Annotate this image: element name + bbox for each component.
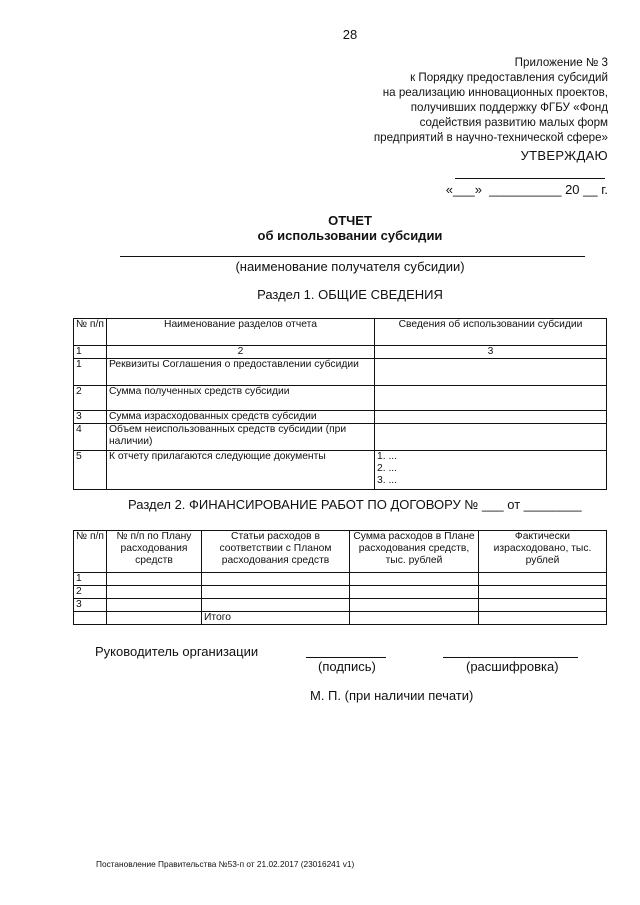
cell[interactable] — [479, 573, 607, 586]
cell[interactable] — [202, 573, 350, 586]
decryption-caption: (расшифровка) — [466, 659, 559, 674]
header-cell: Сведения об использовании субсидии — [375, 319, 607, 346]
row-number: 1 — [74, 359, 107, 386]
page-number: 28 — [342, 27, 358, 42]
table-row — [74, 451, 607, 490]
row-name: Объем неиспользованных средств субсидии (при наличии) — [107, 424, 375, 451]
table-row — [74, 424, 607, 451]
header-cell: Сумма расходов в Плане расходования средств, тыс. рублей — [350, 531, 479, 573]
cell[interactable] — [350, 612, 479, 625]
document-list-item: 1. ... — [377, 451, 398, 462]
header-cell: Статьи расходов в соответствии с Планом расходования средств — [202, 531, 350, 573]
attachment-header — [348, 55, 608, 145]
cell[interactable] — [350, 573, 479, 586]
row-info[interactable] — [375, 411, 607, 424]
report-title: ОТЧЕТ — [328, 213, 372, 228]
signature-caption: (подпись) — [318, 659, 376, 674]
table-row — [74, 599, 607, 612]
header-cell: № п/п — [74, 319, 107, 346]
row-info[interactable] — [375, 386, 607, 411]
decryption-line — [443, 657, 578, 658]
recipient-caption: (наименование получателя субсидии) — [235, 259, 465, 274]
row-number: 5 — [74, 451, 107, 490]
header-cell: Фактически израсходовано, тыс. рублей — [479, 531, 607, 573]
cell[interactable] — [479, 599, 607, 612]
total-label: Итого — [202, 612, 350, 625]
row-name: Сумма израсходованных средств субсидии — [107, 411, 375, 424]
row-name: К отчету прилагаются следующие документы — [107, 451, 375, 490]
table-numbering-row — [74, 346, 607, 359]
footer-note: Постановление Правительства №53-п от 21.02.2017 (23016241 v1) — [96, 859, 355, 869]
header-cell: № п/п по Плану расходования средств — [107, 531, 202, 573]
attachment-line: Приложение № 3 — [514, 56, 608, 69]
row-info[interactable] — [375, 424, 607, 451]
document-list-item: 2. ... — [377, 463, 398, 474]
row-info[interactable] — [375, 451, 607, 490]
numbering-cell: 1 — [74, 346, 107, 359]
cell[interactable] — [350, 586, 479, 599]
attachment-line: на реализацию инновационных проектов, — [382, 86, 608, 99]
cell[interactable] — [107, 573, 202, 586]
attachment-line: предприятий в научно-технической сфере» — [373, 131, 608, 144]
table-header-row — [74, 531, 607, 573]
row-number: 2 — [74, 386, 107, 411]
stamp-note: М. П. (при наличии печати) — [310, 688, 474, 703]
recipient-name-line — [120, 256, 585, 257]
numbering-cell: 2 — [107, 346, 375, 359]
numbering-cell: 3 — [375, 346, 607, 359]
cell[interactable] — [479, 612, 607, 625]
signature-line — [306, 657, 386, 658]
cell[interactable] — [107, 599, 202, 612]
table-row — [74, 359, 607, 386]
approve-date-line: «___» __________ 20 __ г. — [445, 182, 608, 197]
report-subtitle: об использовании субсидии — [257, 228, 443, 243]
head-of-organization-label: Руководитель организации — [95, 644, 259, 659]
section1-title: Раздел 1. ОБЩИЕ СВЕДЕНИЯ — [257, 287, 443, 302]
document-list-item: 3. ... — [377, 475, 398, 486]
header-cell: Наименование разделов отчета — [107, 319, 375, 346]
row-info[interactable] — [375, 359, 607, 386]
cell[interactable] — [479, 586, 607, 599]
row-number: 4 — [74, 424, 107, 451]
table-row — [74, 411, 607, 424]
cell[interactable] — [350, 599, 479, 612]
approve-signature-line — [455, 178, 605, 179]
total-row — [74, 612, 607, 625]
financing-table — [73, 530, 607, 625]
table-row — [74, 386, 607, 411]
cell[interactable] — [202, 599, 350, 612]
header-cell: № п/п — [74, 531, 107, 573]
cell[interactable] — [202, 586, 350, 599]
cell — [107, 612, 202, 625]
section2-title: Раздел 2. ФИНАНСИРОВАНИЕ РАБОТ ПО ДОГОВОРУ № ___ от ________ — [128, 497, 582, 512]
row-number: 2 — [74, 586, 107, 599]
table-row — [74, 573, 607, 586]
general-info-table — [73, 318, 607, 490]
approve-label: УТВЕРЖДАЮ — [520, 148, 608, 163]
table-row — [74, 586, 607, 599]
attachment-line: содействия развитию малых форм — [419, 116, 608, 129]
cell[interactable] — [107, 586, 202, 599]
attachment-line: получивших поддержку ФГБУ «Фонд — [410, 101, 608, 114]
attachment-line: к Порядку предоставления субсидий — [410, 71, 608, 84]
row-number: 3 — [74, 411, 107, 424]
table-header-row — [74, 319, 607, 346]
row-name: Реквизиты Соглашения о предоставлении субсидии — [107, 359, 375, 386]
row-name: Сумма полученных средств субсидии — [107, 386, 375, 411]
cell — [74, 612, 107, 625]
row-number: 1 — [74, 573, 107, 586]
row-number: 3 — [74, 599, 107, 612]
